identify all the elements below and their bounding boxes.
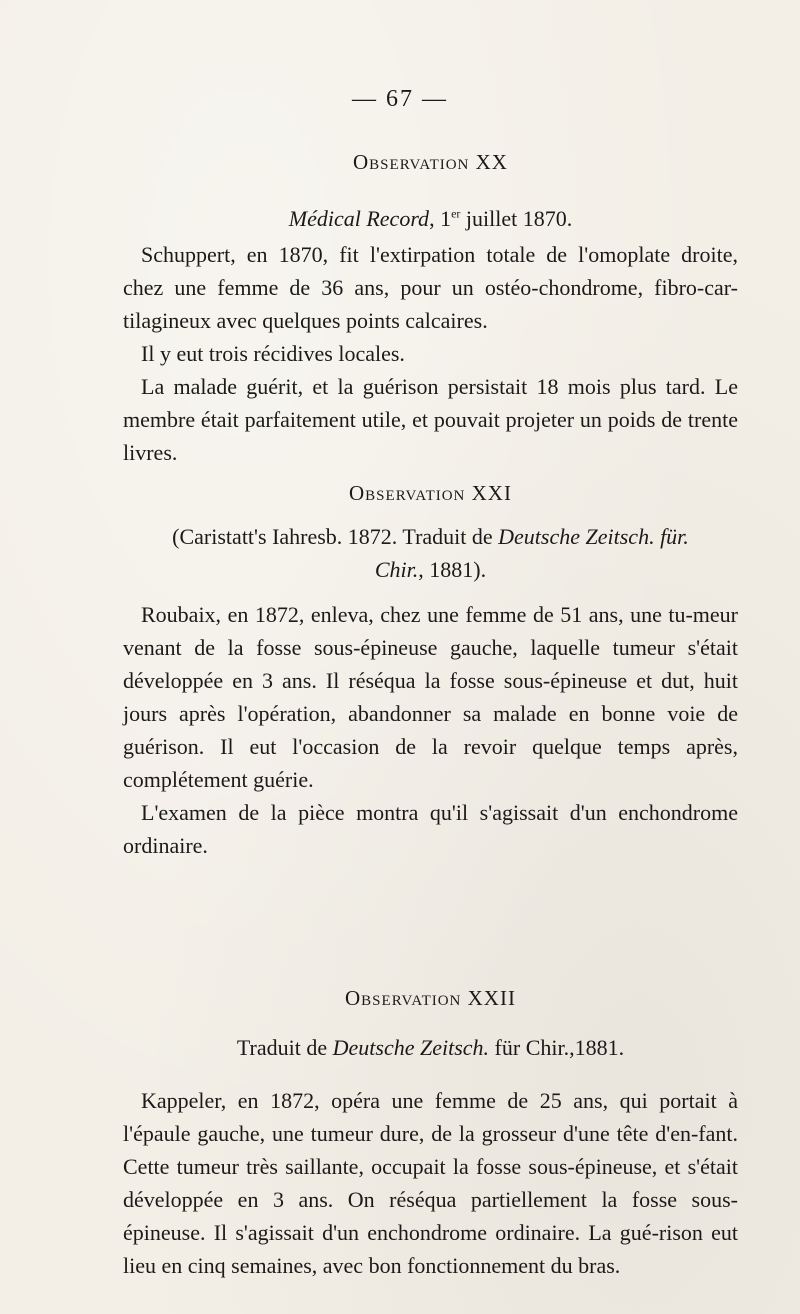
observation-20 — [123, 146, 738, 469]
source-journal: Deutsche Zeitsch. — [332, 1035, 490, 1060]
observation-21-paragraph-1: Roubaix, en 1872, enleva, chez une femme de 51 ans, une tu-meur venant de la fosse sous-épineuse gauche, laquelle tumeur s'était développée en 3 ans. Il réséqua la fosse sous-épineuse et dut, huit jours après l'opération, abandonner sa malade en bonne voie de guérison. Il eut l'occasion de la revoir quelque temps après, complétement guérie. — [123, 602, 738, 792]
source-date: juillet 1870. — [460, 206, 573, 231]
source-prefix: Traduit de — [236, 1035, 333, 1060]
observation-22-heading: Observation XXII — [345, 986, 516, 1010]
source-journal: Médical Record — [288, 206, 430, 231]
observation-20-paragraph-3: La malade guérit, et la guérison persistait 18 mois plus tard. Le membre était parfaitement utile, et pouvait projeter un poids de trente livres. — [123, 374, 738, 465]
source-day: 1 — [440, 206, 452, 231]
source-suffix: für Chir.,1881. — [489, 1035, 625, 1060]
observation-20-source: Médical Record, 1er juillet 1870. — [288, 206, 573, 231]
observation-21-source — [123, 520, 738, 586]
observation-20-paragraph-1: Schuppert, en 1870, fit l'extirpation totale de l'omoplate droite, chez une femme de 36 ans, pour un ostéo-chondrome, fibro-car-tilagineux avec quelques points calcaires. — [123, 242, 738, 333]
observation-22-paragraph-1: Kappeler, en 1872, opéra une femme de 25 ans, qui portait à l'épaule gauche, une tumeur dure, de la grosseur d'une tête d'en-fant. Cette tumeur très saillante, occupait la fosse sous-épineuse, et s'était développée en 3 ans. On réséqua partiellement la fosse sous-épineuse. Il s'agissait d'un enchondrome ordinaire. La gué-rison eut lieu en cinq semaines, avec bon fonctionnement du bras. — [123, 1088, 738, 1278]
observation-21 — [123, 477, 738, 862]
source-day-suffix: er — [451, 206, 461, 221]
page-number: — 67 — — [352, 86, 448, 112]
observation-21-paragraph-2: L'examen de la pièce montra qu'il s'agissait d'un enchondrome ordinaire. — [123, 800, 738, 858]
observation-20-heading: Observation XX — [353, 150, 508, 174]
source-journal: Deutsche Zeitsch. für. Chir. — [374, 524, 689, 582]
observation-21-heading: Observation XXI — [349, 481, 512, 505]
observation-20-paragraph-2: Il y eut trois récidives locales. — [141, 341, 405, 366]
observation-22-source — [123, 1031, 738, 1064]
observation-22 — [123, 982, 738, 1282]
source-prefix: (Caristatt's Iahresb. 1872. Traduit de — [172, 524, 499, 549]
source-suffix: , 1881). — [418, 557, 487, 582]
